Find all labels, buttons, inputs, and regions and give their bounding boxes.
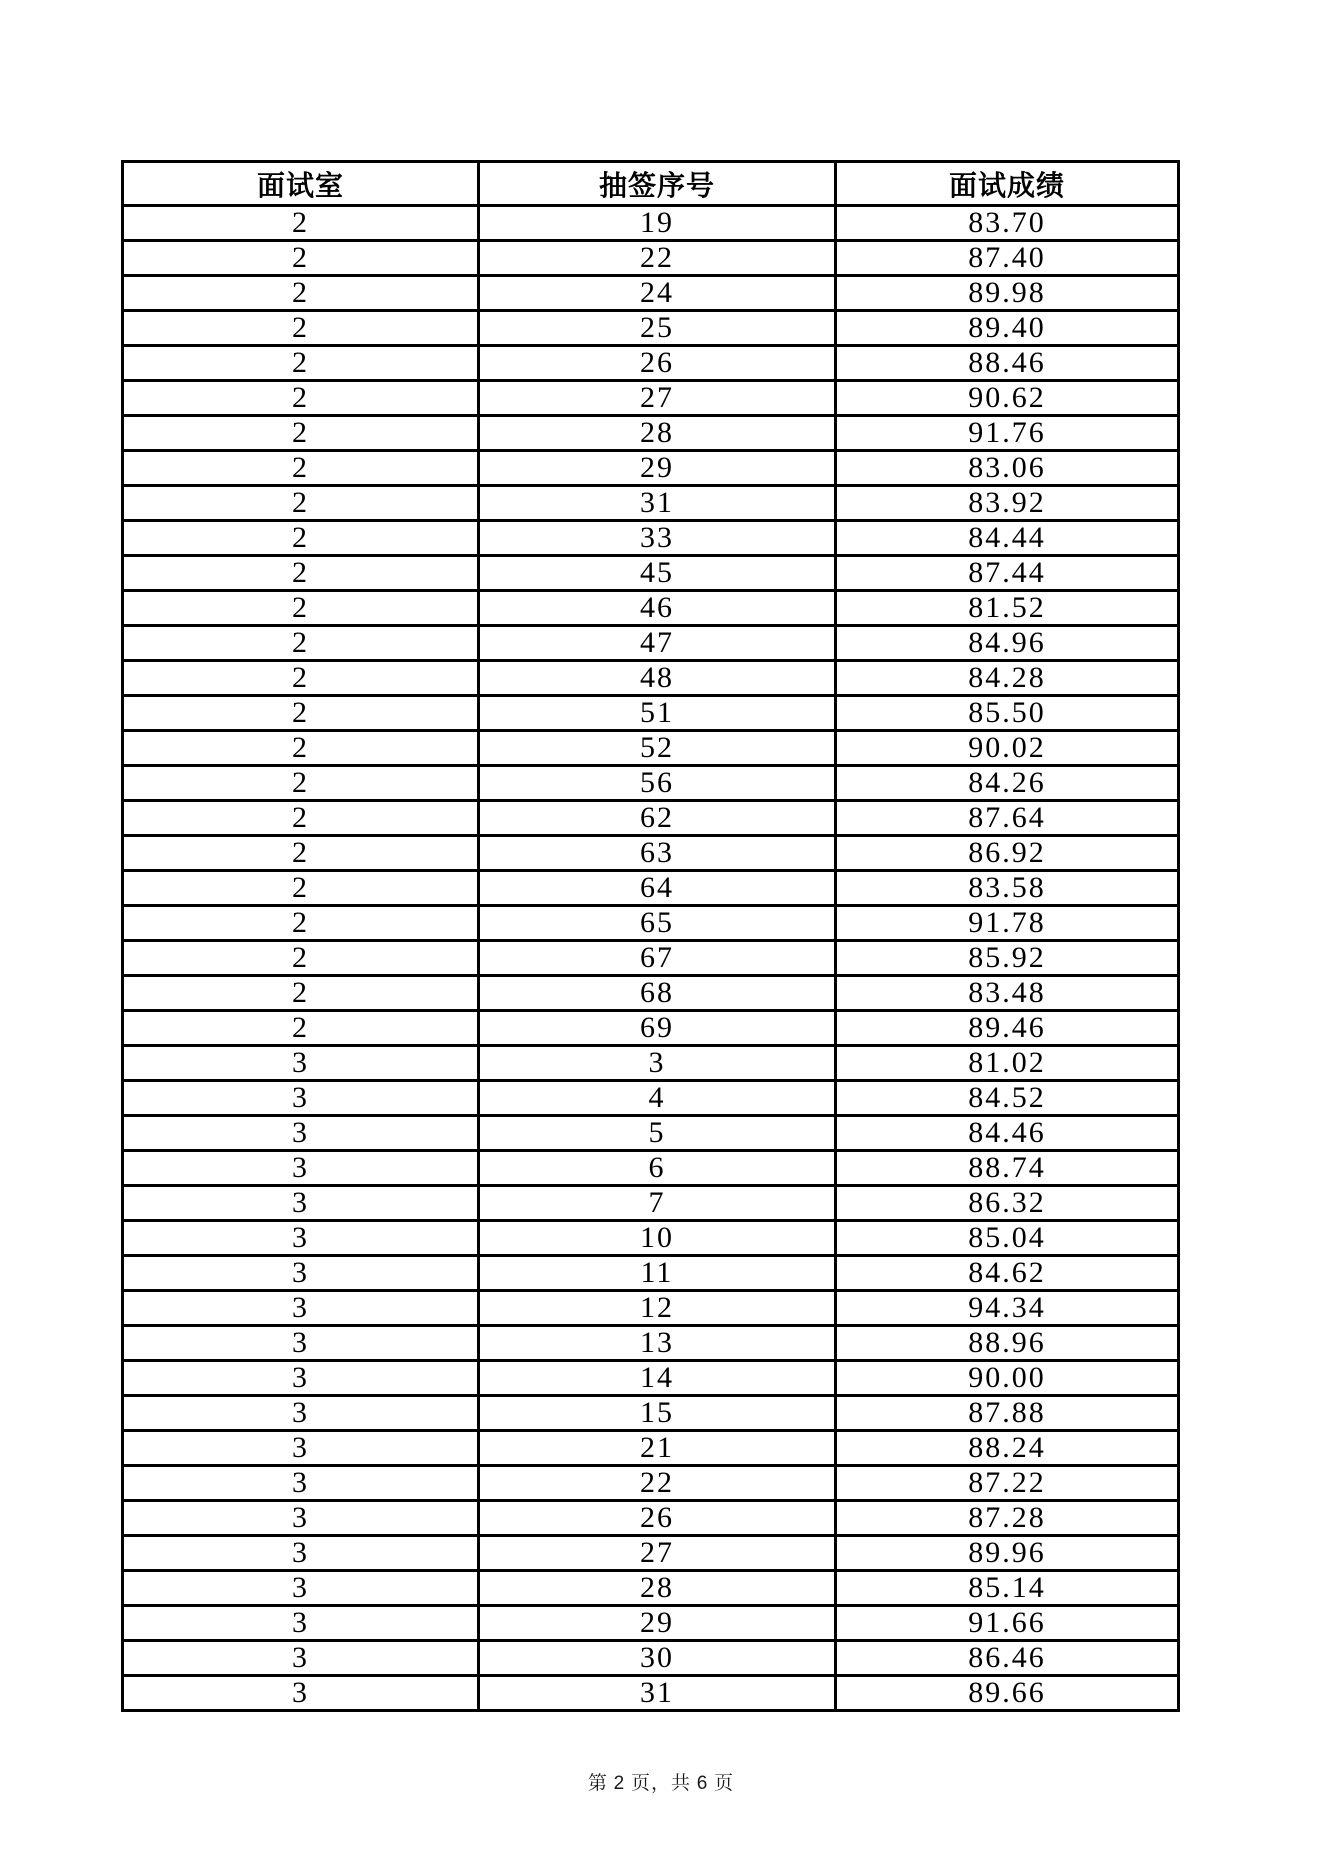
cell-draw-number: 4 [479, 1081, 836, 1116]
cell-draw-number: 52 [479, 731, 836, 766]
cell-room: 2 [123, 906, 479, 941]
cell-score: 87.28 [836, 1501, 1179, 1536]
footer-prefix: 第 [587, 1773, 608, 1794]
cell-score: 90.62 [836, 381, 1179, 416]
cell-draw-number: 22 [479, 1466, 836, 1501]
cell-score: 83.92 [836, 486, 1179, 521]
cell-score: 83.06 [836, 451, 1179, 486]
cell-draw-number: 29 [479, 1606, 836, 1641]
cell-room: 2 [123, 731, 479, 766]
cell-draw-number: 5 [479, 1116, 836, 1151]
footer-page-number: 2 [613, 1773, 626, 1794]
cell-score: 84.28 [836, 661, 1179, 696]
cell-room: 2 [123, 381, 479, 416]
cell-draw-number: 47 [479, 626, 836, 661]
page-footer [0, 1768, 1322, 1795]
cell-score: 91.76 [836, 416, 1179, 451]
table-row [123, 1501, 1179, 1536]
cell-room: 2 [123, 941, 479, 976]
cell-room: 2 [123, 661, 479, 696]
cell-room: 3 [123, 1501, 479, 1536]
cell-draw-number: 27 [479, 1536, 836, 1571]
table-row [123, 486, 1179, 521]
table-row [123, 416, 1179, 451]
cell-score: 87.22 [836, 1466, 1179, 1501]
cell-draw-number: 29 [479, 451, 836, 486]
cell-score: 86.92 [836, 836, 1179, 871]
table-row [123, 241, 1179, 276]
cell-room: 3 [123, 1256, 479, 1291]
table-row [123, 276, 1179, 311]
table-row [123, 1046, 1179, 1081]
cell-room: 2 [123, 1011, 479, 1046]
cell-draw-number: 19 [479, 206, 836, 241]
interview-score-table [121, 160, 1180, 1712]
cell-room: 2 [123, 591, 479, 626]
cell-draw-number: 31 [479, 486, 836, 521]
table-row [123, 1641, 1179, 1676]
cell-draw-number: 64 [479, 871, 836, 906]
cell-score: 85.14 [836, 1571, 1179, 1606]
column-header-score: 面试成绩 [836, 162, 1179, 206]
cell-score: 84.46 [836, 1116, 1179, 1151]
cell-draw-number: 12 [479, 1291, 836, 1326]
table-row [123, 976, 1179, 1011]
table-row [123, 836, 1179, 871]
cell-score: 94.34 [836, 1291, 1179, 1326]
cell-score: 84.62 [836, 1256, 1179, 1291]
table-row [123, 1536, 1179, 1571]
cell-draw-number: 6 [479, 1151, 836, 1186]
table-row [123, 1151, 1179, 1186]
table-row [123, 696, 1179, 731]
cell-room: 2 [123, 486, 479, 521]
cell-room: 3 [123, 1676, 479, 1711]
cell-room: 2 [123, 836, 479, 871]
cell-room: 2 [123, 416, 479, 451]
cell-room: 2 [123, 346, 479, 381]
cell-draw-number: 26 [479, 346, 836, 381]
cell-draw-number: 15 [479, 1396, 836, 1431]
table-row [123, 906, 1179, 941]
cell-score: 83.70 [836, 206, 1179, 241]
cell-draw-number: 46 [479, 591, 836, 626]
cell-score: 88.46 [836, 346, 1179, 381]
cell-score: 86.46 [836, 1641, 1179, 1676]
table-row [123, 871, 1179, 906]
footer-middle: 页，共 [630, 1773, 691, 1794]
table-row [123, 661, 1179, 696]
cell-score: 87.44 [836, 556, 1179, 591]
table-row [123, 1186, 1179, 1221]
cell-room: 2 [123, 521, 479, 556]
table-header-row [123, 162, 1179, 206]
table-row [123, 1396, 1179, 1431]
cell-room: 3 [123, 1151, 479, 1186]
cell-room: 2 [123, 241, 479, 276]
table-row [123, 556, 1179, 591]
cell-room: 2 [123, 276, 479, 311]
table-row [123, 591, 1179, 626]
cell-draw-number: 24 [479, 276, 836, 311]
table-row [123, 626, 1179, 661]
cell-draw-number: 65 [479, 906, 836, 941]
table-row [123, 311, 1179, 346]
cell-score: 88.24 [836, 1431, 1179, 1466]
cell-room: 3 [123, 1641, 479, 1676]
cell-room: 3 [123, 1326, 479, 1361]
column-header-room: 面试室 [123, 162, 479, 206]
table-row [123, 381, 1179, 416]
cell-score: 87.88 [836, 1396, 1179, 1431]
cell-draw-number: 31 [479, 1676, 836, 1711]
cell-score: 88.96 [836, 1326, 1179, 1361]
cell-room: 2 [123, 801, 479, 836]
cell-score: 84.44 [836, 521, 1179, 556]
cell-draw-number: 56 [479, 766, 836, 801]
cell-draw-number: 28 [479, 416, 836, 451]
cell-score: 87.64 [836, 801, 1179, 836]
cell-score: 91.66 [836, 1606, 1179, 1641]
cell-room: 2 [123, 766, 479, 801]
table-row [123, 1676, 1179, 1711]
cell-score: 85.04 [836, 1221, 1179, 1256]
table-row [123, 1291, 1179, 1326]
cell-room: 3 [123, 1361, 479, 1396]
cell-score: 81.02 [836, 1046, 1179, 1081]
table-row [123, 1361, 1179, 1396]
table-row [123, 451, 1179, 486]
cell-score: 89.98 [836, 276, 1179, 311]
cell-draw-number: 27 [479, 381, 836, 416]
cell-draw-number: 3 [479, 1046, 836, 1081]
cell-draw-number: 22 [479, 241, 836, 276]
cell-room: 3 [123, 1606, 479, 1641]
cell-draw-number: 14 [479, 1361, 836, 1396]
cell-room: 3 [123, 1186, 479, 1221]
cell-room: 2 [123, 871, 479, 906]
cell-draw-number: 51 [479, 696, 836, 731]
cell-room: 3 [123, 1536, 479, 1571]
cell-draw-number: 11 [479, 1256, 836, 1291]
cell-room: 3 [123, 1046, 479, 1081]
cell-draw-number: 21 [479, 1431, 836, 1466]
cell-draw-number: 13 [479, 1326, 836, 1361]
cell-score: 89.40 [836, 311, 1179, 346]
cell-score: 89.46 [836, 1011, 1179, 1046]
table-row [123, 206, 1179, 241]
cell-draw-number: 26 [479, 1501, 836, 1536]
cell-room: 3 [123, 1116, 479, 1151]
cell-score: 84.96 [836, 626, 1179, 661]
column-header-draw-number: 抽签序号 [479, 162, 836, 206]
table-row [123, 1221, 1179, 1256]
table-row [123, 801, 1179, 836]
cell-score: 91.78 [836, 906, 1179, 941]
cell-score: 86.32 [836, 1186, 1179, 1221]
table-row [123, 1081, 1179, 1116]
cell-score: 84.26 [836, 766, 1179, 801]
cell-room: 2 [123, 976, 479, 1011]
cell-room: 2 [123, 626, 479, 661]
cell-draw-number: 67 [479, 941, 836, 976]
cell-score: 89.96 [836, 1536, 1179, 1571]
table-row [123, 1116, 1179, 1151]
cell-room: 3 [123, 1431, 479, 1466]
table-row [123, 1571, 1179, 1606]
cell-room: 3 [123, 1221, 479, 1256]
cell-score: 90.02 [836, 731, 1179, 766]
table-row [123, 1011, 1179, 1046]
cell-draw-number: 33 [479, 521, 836, 556]
table-row [123, 521, 1179, 556]
cell-draw-number: 25 [479, 311, 836, 346]
cell-room: 2 [123, 451, 479, 486]
cell-draw-number: 45 [479, 556, 836, 591]
cell-draw-number: 63 [479, 836, 836, 871]
cell-score: 84.52 [836, 1081, 1179, 1116]
cell-room: 3 [123, 1571, 479, 1606]
cell-room: 2 [123, 206, 479, 241]
cell-room: 3 [123, 1466, 479, 1501]
cell-draw-number: 7 [479, 1186, 836, 1221]
cell-draw-number: 68 [479, 976, 836, 1011]
table-row [123, 346, 1179, 381]
table-row [123, 1256, 1179, 1291]
cell-room: 2 [123, 696, 479, 731]
cell-draw-number: 69 [479, 1011, 836, 1046]
table-row [123, 766, 1179, 801]
table-row [123, 1431, 1179, 1466]
cell-draw-number: 30 [479, 1641, 836, 1676]
table-body [123, 206, 1179, 1711]
table-row [123, 1326, 1179, 1361]
table-row [123, 1466, 1179, 1501]
cell-score: 81.52 [836, 591, 1179, 626]
cell-draw-number: 48 [479, 661, 836, 696]
cell-room: 3 [123, 1081, 479, 1116]
cell-room: 3 [123, 1291, 479, 1326]
cell-score: 85.92 [836, 941, 1179, 976]
cell-draw-number: 10 [479, 1221, 836, 1256]
cell-score: 89.66 [836, 1676, 1179, 1711]
cell-draw-number: 62 [479, 801, 836, 836]
cell-draw-number: 28 [479, 1571, 836, 1606]
footer-suffix: 页 [714, 1773, 735, 1794]
cell-score: 90.00 [836, 1361, 1179, 1396]
cell-score: 87.40 [836, 241, 1179, 276]
cell-score: 85.50 [836, 696, 1179, 731]
table-row [123, 941, 1179, 976]
cell-score: 83.48 [836, 976, 1179, 1011]
table-row [123, 731, 1179, 766]
table-header [123, 162, 1179, 206]
cell-room: 2 [123, 311, 479, 346]
cell-score: 83.58 [836, 871, 1179, 906]
cell-room: 2 [123, 556, 479, 591]
cell-score: 88.74 [836, 1151, 1179, 1186]
table-row [123, 1606, 1179, 1641]
footer-total-pages: 6 [696, 1773, 709, 1794]
cell-room: 3 [123, 1396, 479, 1431]
